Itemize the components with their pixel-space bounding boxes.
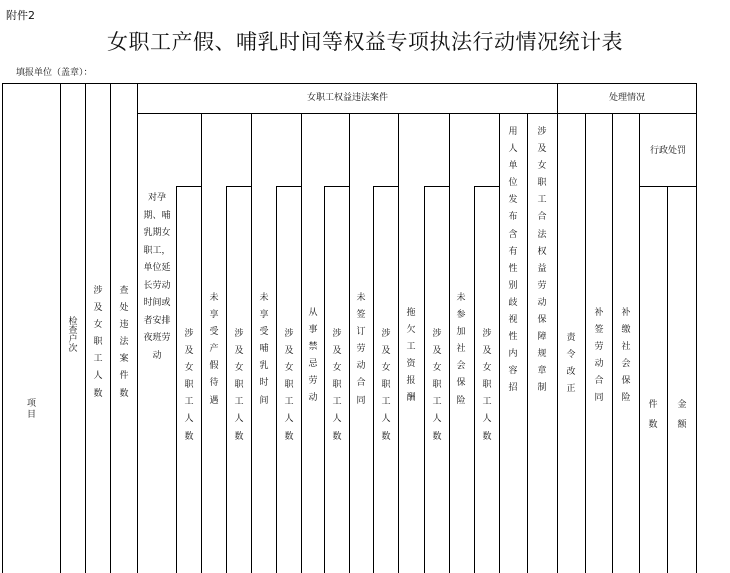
col-sign-contract: 补签劳动合同 xyxy=(594,308,604,404)
column-divider xyxy=(226,186,227,573)
column-divider xyxy=(612,113,613,573)
column-divider xyxy=(176,186,177,573)
col-order-correction: 责令改正 xyxy=(566,333,576,395)
violation-item-no-social-insurance: 未参加社会保险 xyxy=(456,293,466,406)
column-divider xyxy=(667,186,668,573)
violation-item-maternity-leave: 未享受产假待遇 xyxy=(209,293,219,406)
col-gender-discrimination-recruitment: 用人单位发布含有性别歧视性内容招 xyxy=(508,127,518,394)
col-pay-social-insurance: 补缴社会保险 xyxy=(621,308,631,404)
column-divider xyxy=(85,83,86,573)
column-divider xyxy=(137,83,138,573)
col-female-workers-involved: 涉及女职工人数 xyxy=(93,286,103,399)
column-divider xyxy=(398,113,399,573)
column-divider xyxy=(60,83,61,573)
col-penalty-count: 件数 xyxy=(648,400,658,430)
column-divider xyxy=(474,186,475,573)
violation-involved-count: 涉及女职工人数 xyxy=(234,329,244,442)
violation-item-nursing-time: 未享受哺乳时间 xyxy=(259,293,269,406)
column-divider xyxy=(499,113,500,573)
sub-divider xyxy=(424,186,449,187)
filler-unit-label: 填报单位（盖章）： xyxy=(16,68,93,78)
col-inspected-households: 检查户次 xyxy=(68,317,78,354)
administrative-penalty-header: 行政处罚 xyxy=(649,145,686,156)
column-divider xyxy=(324,186,325,573)
attachment-label: 附件2 xyxy=(6,9,35,22)
violation-involved-count: 涉及女职工人数 xyxy=(432,329,442,442)
handling-group-header: 处理情况 xyxy=(608,93,645,104)
violation-item-wage-arrears: 拖欠工资报酬 xyxy=(406,308,416,404)
column-divider xyxy=(110,83,111,573)
column-divider xyxy=(557,83,558,573)
column-divider xyxy=(276,186,277,573)
column-divider xyxy=(585,113,586,573)
violation-involved-count: 涉及女职工人数 xyxy=(381,329,391,442)
col-penalty-amount: 金额 xyxy=(677,400,687,430)
column-divider xyxy=(201,113,202,573)
page-title: 女职工产假、哺乳时间等权益专项执法行动情况统计表 xyxy=(107,30,623,54)
row-header-item: 项目 xyxy=(26,399,50,420)
sub-divider xyxy=(373,186,398,187)
column-divider xyxy=(639,113,640,573)
column-divider xyxy=(251,113,252,573)
column-divider xyxy=(373,186,374,573)
sub-divider xyxy=(176,186,201,187)
violation-involved-count: 涉及女职工人数 xyxy=(184,329,194,442)
violation-involved-count: 涉及女职工人数 xyxy=(482,329,492,442)
violation-involved-count: 涉及女职工人数 xyxy=(284,329,294,442)
column-divider xyxy=(449,113,450,573)
sub-divider xyxy=(276,186,301,187)
sub-divider xyxy=(474,186,499,187)
violation-involved-count: 涉及女职工人数 xyxy=(332,329,342,442)
violation-item-overtime-night: 对孕期、哺乳期女职工，单位延长劳动时间或者安排夜班劳动 xyxy=(143,193,171,361)
column-divider xyxy=(301,113,302,573)
sub-divider xyxy=(226,186,251,187)
table-right-border xyxy=(696,83,697,573)
violation-group-header: 女职工权益违法案件 xyxy=(306,93,388,104)
table-left-border xyxy=(2,83,3,573)
column-divider xyxy=(527,113,528,573)
column-divider xyxy=(349,113,350,573)
sub-divider xyxy=(324,186,349,187)
violation-item-no-contract: 未签订劳动合同 xyxy=(356,293,366,406)
violation-item-prohibited-labor: 从事禁忌劳动 xyxy=(308,308,318,404)
column-divider xyxy=(424,186,425,573)
col-rules-violating-rights: 涉及女职工合法权益劳动保障规章制 xyxy=(537,127,547,394)
col-cases-handled: 查处违法案件数 xyxy=(119,286,129,399)
